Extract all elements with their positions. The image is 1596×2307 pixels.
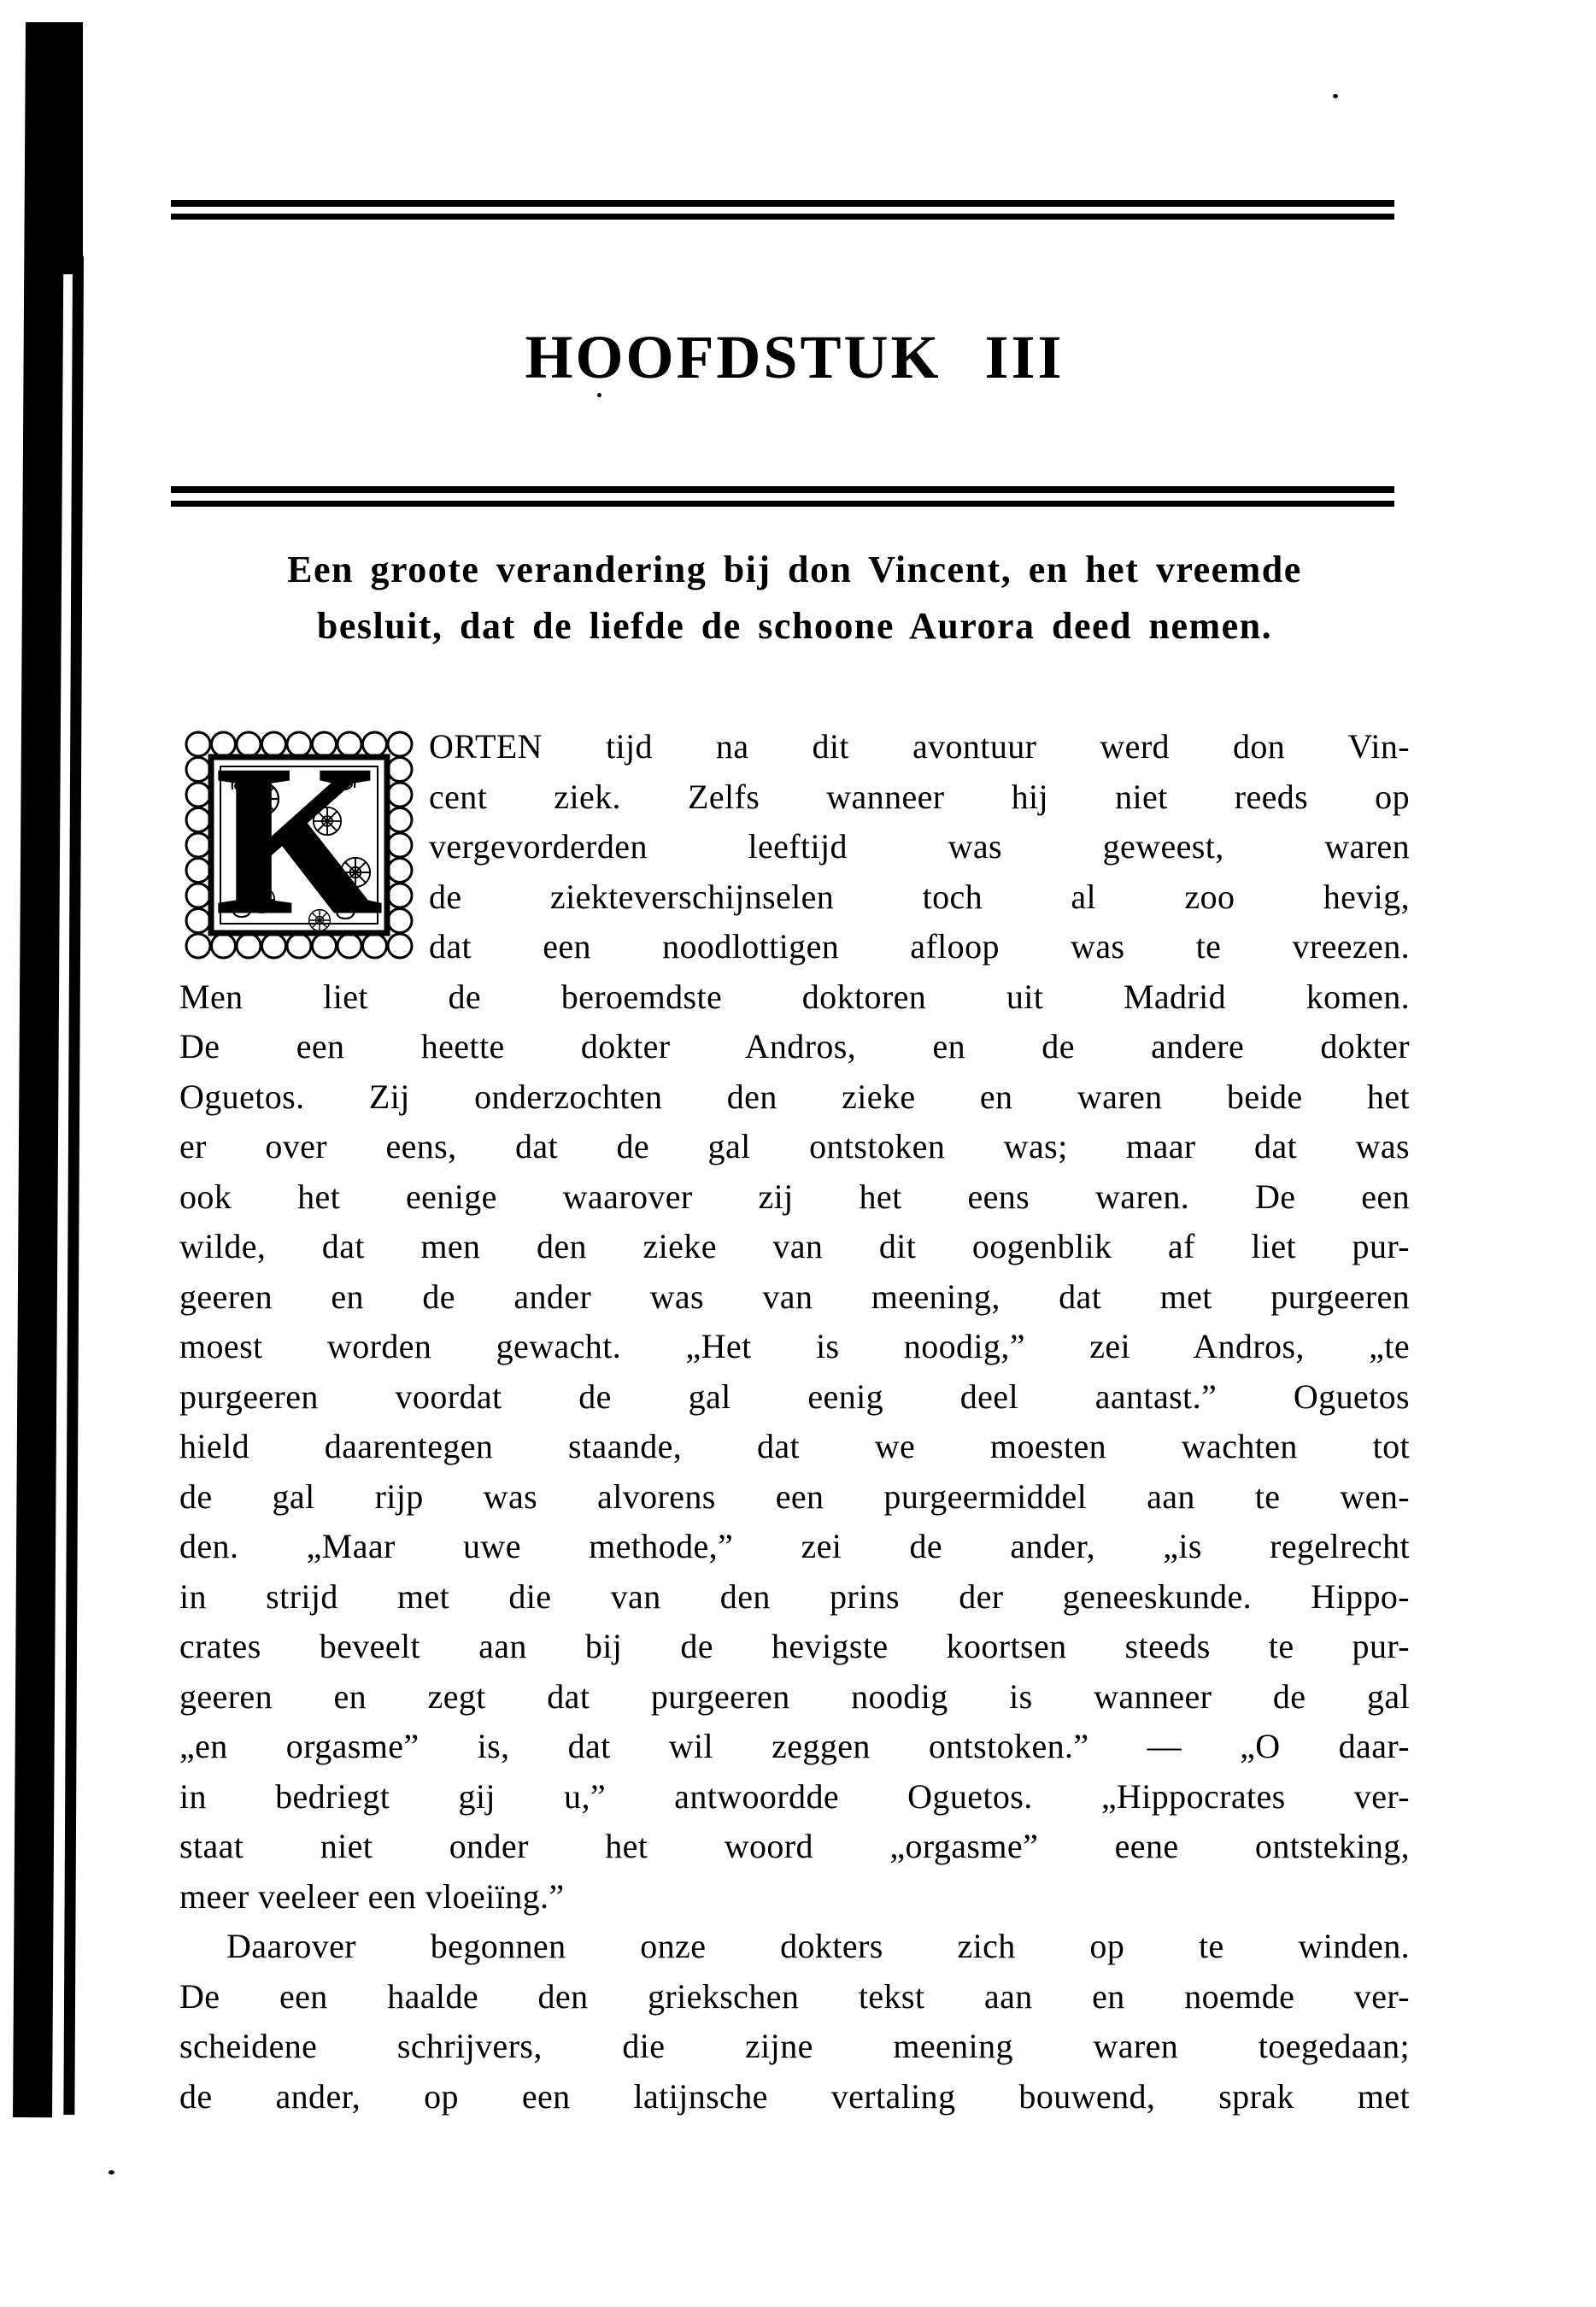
text-line: Daarover begonnen onze dokters zich op te winden. <box>226 1927 1410 1965</box>
chapter-title: HOOFDSTUK III <box>525 323 1065 391</box>
text-line: in strijd met die van den prins der geneeskunde. Hippo- <box>179 1576 1410 1616</box>
binding-line <box>63 256 84 2115</box>
double-rule-mid <box>171 486 1394 493</box>
text-line: Oguetos. Zij onderzochten den zieke en waren beide het <box>179 1077 1410 1116</box>
text-line: de ziekteverschijnselen toch al zoo hevig, <box>429 877 1410 916</box>
chapter-subtitle <box>179 542 1410 655</box>
text-line: vergevorderden leeftijd was geweest, waren <box>429 827 1410 866</box>
text-line: cent ziek. Zelfs wanneer hij niet reeds op <box>429 777 1410 816</box>
text-line: De een haalde den griekschen tekst aan en noemde ver- <box>179 1976 1410 2016</box>
double-rule-mid <box>171 501 1394 507</box>
text-line: geeren en de ander was van meening, dat met purgeeren <box>179 1277 1410 1316</box>
body-text <box>179 722 1410 2122</box>
paragraph-lines <box>179 972 1410 2122</box>
subtitle-line: Een groote verandering bij don Vincent, en het vreemde <box>287 549 1302 590</box>
text-line: hield daarentegen staande, dat we moesten wachten tot <box>179 1427 1410 1465</box>
ink-speck <box>1333 94 1338 98</box>
text-line: De een heette dokter Andros, en de andere dokter <box>179 1027 1410 1065</box>
double-rule-top <box>171 200 1394 207</box>
text-line: moest worden gewacht. „Het is noodig,” zei Andros, „te <box>179 1327 1410 1365</box>
text-line: er over eens, dat de gal ontstoken was; maar dat was <box>179 1127 1410 1165</box>
double-rule-top <box>171 214 1394 220</box>
ink-speck <box>109 2170 114 2175</box>
initial-letter: K <box>215 725 383 959</box>
text-line: crates beveelt aan bij de hevigste koortsen steeds te pur- <box>179 1627 1410 1665</box>
text-line: scheidene schrijvers, die zijne meening waren toegedaan; <box>179 2027 1410 2065</box>
text-line: „en orgasme” is, dat wil zeggen ontstoken.” — „O daar- <box>179 1727 1410 1765</box>
dropcap-lines <box>429 722 1410 972</box>
text-line: den. „Maar uwe methode,” zei de ander, „is regelrecht <box>179 1527 1410 1565</box>
text-line: Men liet de beroemdste doktoren uit Madrid komen. <box>179 977 1410 1016</box>
text-line: in bedriegt gij u,” antwoordde Oguetos. „Hippocrates ver- <box>179 1776 1410 1816</box>
decorative-initial-K <box>179 725 419 965</box>
text-line: purgeeren voordat de gal eenig deel aantast.” Oguetos <box>179 1377 1410 1416</box>
binding-band-top <box>26 22 83 274</box>
text-line: ORTEN tijd na dit avontuur werd don Vin- <box>429 727 1410 766</box>
text-line: geeren en zegt dat purgeeren noodig is wanneer de gal <box>179 1676 1410 1716</box>
text-line: staat niet onder het woord „orgasme” eene ontsteking, <box>179 1827 1410 1865</box>
text-line: dat een noodlottigen afloop was te vreezen. <box>429 927 1410 966</box>
dropcap-paragraph <box>179 722 1410 972</box>
text-line: wilde, dat men den zieke van dit oogenblik af liet pur- <box>179 1227 1410 1265</box>
woodcut-initial-icon <box>179 725 419 965</box>
subtitle-line: besluit, dat de liefde de schoone Aurora deed nemen. <box>316 605 1273 647</box>
text-line: de ander, op een latijnsche vertaling bouwend, sprak met <box>179 2076 1410 2116</box>
ink-speck <box>597 393 601 397</box>
text-line: meer veeleer een vloeiïng.” <box>179 1876 565 1916</box>
binding-band <box>13 22 65 2117</box>
text-line: de gal rijp was alvorens een purgeermiddel aan te wen- <box>179 1476 1410 1516</box>
text-line: ook het eenige waarover zij het eens waren. De een <box>179 1177 1410 1216</box>
